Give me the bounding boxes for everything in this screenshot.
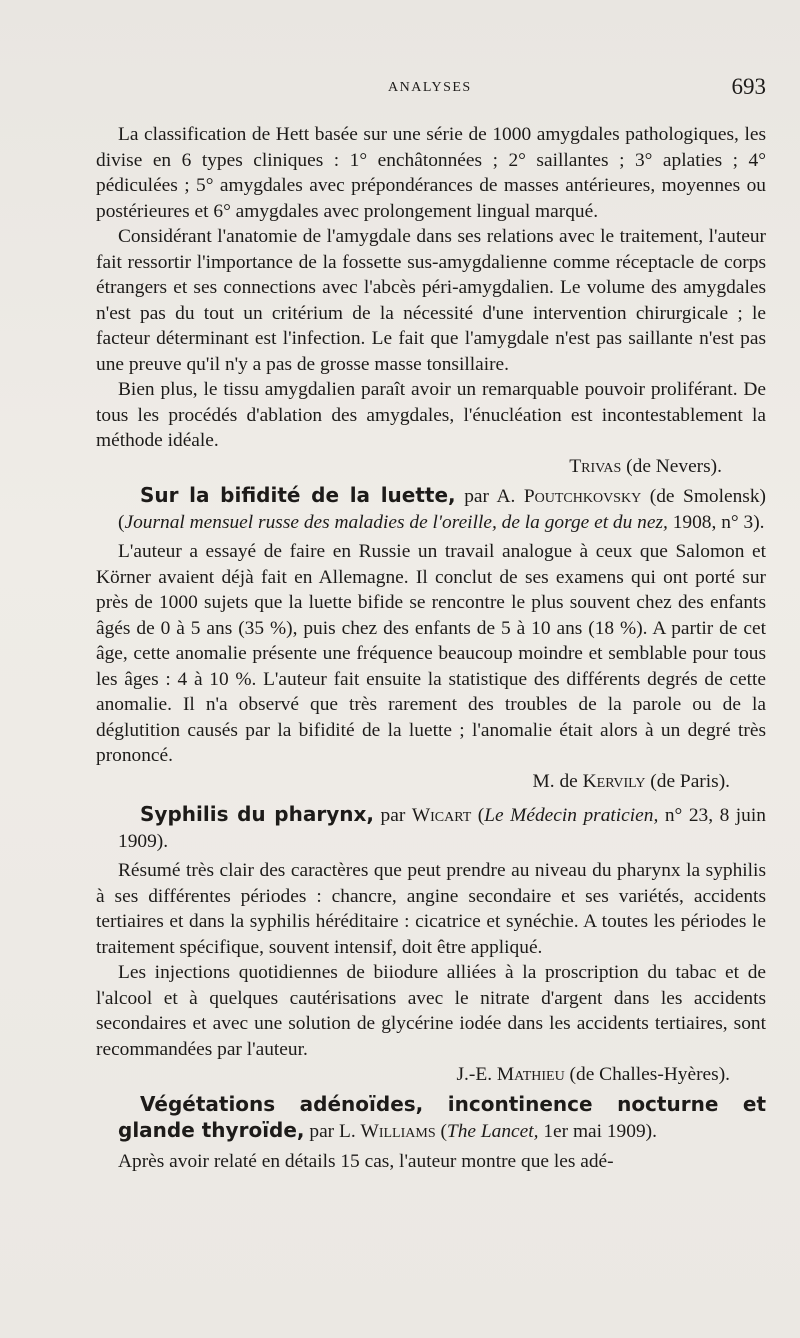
article3-author: Wicart	[411, 805, 472, 826]
article2-paragraph-1: L'auteur a essayé de faire en Russie un travail analogue à ceux que Salomon et Körner avaient déjà fait en Allemagne. Il conclut de ses examens qui ont porté sur près de 1000 sujets que la luette bifide se rencontre le plus souvent chez des enfants âgés de 0 à 5 ans (35 %), puis chez des enfants de 5 à 10 ans (18 %). A partir de cet âge, cette anomalie présente une fréquence beaucoup moindre et semblable pour tous les âges : 4 à 10 %. L'auteur fait ensuite la statistique des différents degrés de cette anomalie. Il n'a observé que très rarement des troubles de la parole ou de la déglutition causés par la bifidité de la luette ; l'anomalie était alors à un degré très prononcé.	[96, 541, 766, 766]
running-head: ANALYSES	[388, 80, 472, 95]
article4-ref: 1er mai 1909).	[538, 1121, 657, 1142]
article1-paragraph-3: Bien plus, le tissu amygdalien paraît avoir un remarquable pouvoir proliférant. De tous les procédés d'ablation des amygdales, l'énucléation est incontestablement la méthode idéale.	[96, 379, 766, 451]
article4-paragraph-1: Après avoir relaté en détails 15 cas, l'auteur montre que les adé-	[118, 1150, 614, 1172]
article2-author-place: (de Smolensk) (	[118, 486, 766, 533]
article4-journal: The Lancet,	[446, 1121, 539, 1142]
article1-paragraph-1: La classification de Hett basée sur une série de 1000 amygdales pathologiques, les divise en 6 types cliniques : 1° enchâtonnées ; 2° saillantes ; 3° aplaties ; 4° pédiculées ; 5° amygdales avec prépondérances de masses antérieures, moyennes ou postérieures et 6° amygdales avec prolongement lingual marqué.	[96, 124, 766, 222]
article2-signature-prefix: M. de	[532, 770, 583, 792]
article1-signature	[96, 454, 766, 480]
article2-by: par A.	[455, 486, 524, 507]
article1-signature-name: Trivas	[569, 455, 622, 477]
article3-signature	[96, 1062, 766, 1088]
article3-signature-name: Mathieu	[496, 1064, 565, 1085]
article3-title: Syphilis du pharynx,	[140, 802, 374, 826]
article4-by: par L.	[304, 1121, 361, 1142]
article2-signature-place: (de Paris).	[645, 770, 730, 792]
article3-signature-place: (de Challes-Hyères).	[564, 1064, 730, 1085]
article3-ref: n° 23, 8 juin 1909).	[118, 805, 766, 852]
article4-journal-open: (	[435, 1121, 447, 1142]
article2-author: Poutchkovsky	[523, 486, 642, 507]
article2-journal: Journal mensuel russe des maladies de l'oreille, de la gorge et du nez,	[124, 511, 668, 533]
article2-ref: 1908, n° 3).	[667, 511, 765, 533]
article3-paragraph-1: Résumé très clair des caractères que peut prendre au niveau du pharynx la syphilis à ses différentes périodes : chancre, angine secondaire et ses variétés, accidents tertiaires et dans la syphilis héréditaire : cicatrice et synéchie. A toutes les périodes le traitement spécifique, souvent intensif, doit être appliqué.	[96, 860, 766, 958]
article3-by: par	[374, 805, 412, 826]
article3-journal: Le Médecin praticien,	[484, 805, 659, 826]
page-number: 693	[731, 74, 766, 99]
article3-signature-prefix: J.-E.	[456, 1064, 497, 1085]
page-header	[118, 74, 766, 108]
article1-signature-place: (de Nevers).	[621, 455, 722, 477]
article2-heading	[96, 483, 766, 535]
article2-signature-name: Kervily	[582, 770, 646, 792]
article4-author: Williams	[360, 1121, 436, 1142]
article1-paragraph-2: Considérant l'anatomie de l'amygdale dans ses relations avec le traitement, l'auteur fait ressortir l'importance de la fossette sus-amygdalienne comme réceptacle de corps étrangers et ses connections avec l'abcès péri-amygdalien. Le volume des amygdales n'est pas du tout un critérium de la nécessité d'une intervention chirurgicale ; le facteur déterminant est l'infection. Le fait que l'amygdale n'est pas saillante n'est pas une preuve qu'il n'y a pas de grosse masse tonsillaire.	[96, 226, 766, 375]
article2-title: Sur la bifidité de la luette,	[140, 483, 456, 507]
article2-signature	[96, 769, 766, 795]
article3-paragraph-2: Les injections quotidiennes de biiodure alliées à la proscription du tabac et de l'alcool et à quelques cautérisations avec le nitrate d'argent dans les accidents secondaires et avec une solution de glycérine iodée dans les accidents tertiaires, sont recommandées par l'auteur.	[96, 962, 766, 1060]
article3-journal-open: (	[471, 805, 485, 826]
article4-title: Végétations adénoïdes, incontinence nocturne et glande thyroïde,	[118, 1091, 766, 1142]
article3-heading	[96, 802, 766, 854]
article4-heading	[96, 1092, 766, 1145]
body-text	[96, 122, 766, 1174]
